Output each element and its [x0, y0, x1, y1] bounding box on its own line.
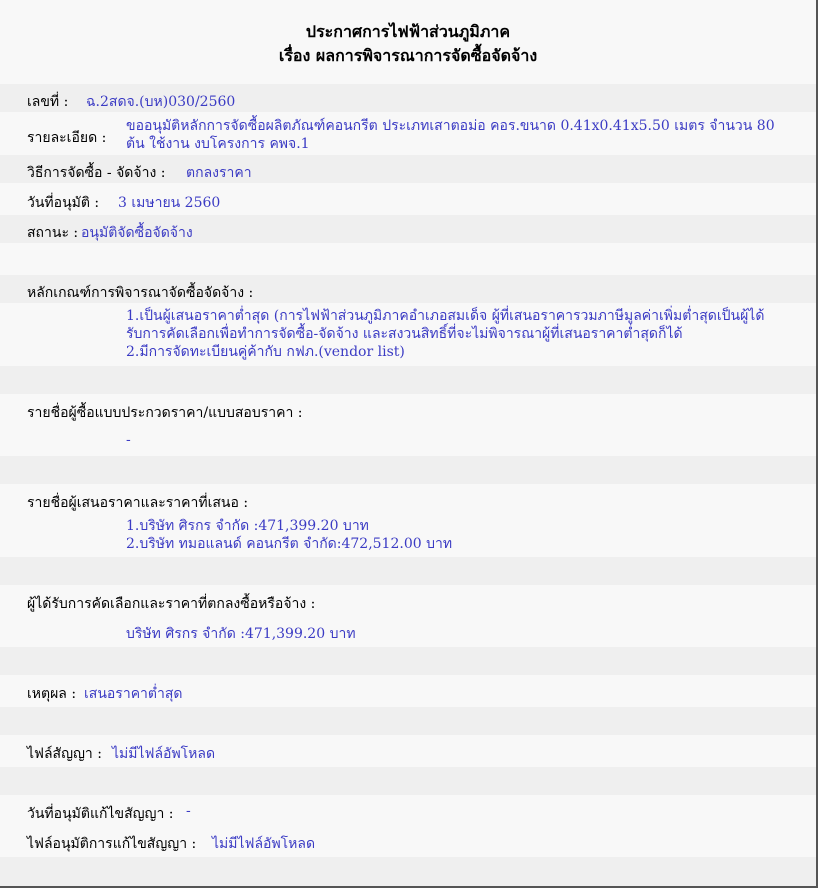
- row-band: [0, 857, 816, 886]
- contract-file-label: ไฟล์สัญญา :: [27, 746, 102, 762]
- bidder-item: 1.บริษัท ศิรกร จำกัด :471,399.20 บาท: [126, 518, 369, 534]
- procurement-method-value: ตกลงราคา: [186, 165, 252, 181]
- approve-date-value: 3 เมษายน 2560: [118, 195, 221, 211]
- status-label: สถานะ :: [27, 225, 79, 241]
- contract-file-value: ไม่มีไฟล์อัพโหลด: [112, 746, 216, 762]
- invited-bidders-value: -: [126, 432, 131, 448]
- amend-date-value: -: [186, 803, 191, 819]
- approve-date-label: วันที่อนุมัติ :: [27, 195, 100, 211]
- row-band: [0, 707, 816, 735]
- amend-date-label: วันที่อนุมัติแก้ไขสัญญา :: [27, 806, 174, 822]
- criteria-item: 2.มีการจัดทะเบียนคู่ค้ากับ กฟภ.(vendor list): [126, 344, 405, 360]
- row-band: [0, 647, 816, 675]
- reason-label: เหตุผล :: [27, 686, 77, 702]
- invited-bidders-label: รายชื่อผู้ซื้อแบบประกวดราคา/แบบสอบราคา :: [27, 405, 303, 421]
- document-number-label: เลขที่ :: [27, 94, 69, 110]
- bidder-item: 2.บริษัท ทมอแลนด์ คอนกรีต จำกัด:472,512.00 บาท: [126, 536, 453, 552]
- winner-value: บริษัท ศิรกร จำกัด :471,399.20 บาท: [126, 626, 356, 642]
- row-band: [0, 456, 816, 484]
- amend-file-label: ไฟล์อนุมัติการแก้ไขสัญญา :: [27, 836, 197, 852]
- bidders-label: รายชื่อผู้เสนอราคาและราคาที่เสนอ :: [27, 495, 249, 511]
- procurement-method-label: วิธีการจัดซื้อ - จัดจ้าง :: [27, 165, 166, 181]
- detail-label: รายละเอียด :: [27, 130, 107, 146]
- winner-label: ผู้ได้รับการคัดเลือกและราคาที่ตกลงซื้อหรือจ้าง :: [27, 596, 316, 612]
- bidders-list: [126, 517, 806, 553]
- detail-line: ต้น ใช้งาน งบโครงการ คพจ.1: [126, 136, 310, 152]
- announcement-subject: เรื่อง ผลการพิจารณาการจัดซื้อจัดจ้าง: [278, 46, 538, 65]
- amend-file-value: ไม่มีไฟล์อัพโหลด: [212, 836, 316, 852]
- detail-value: [126, 117, 806, 153]
- reason-value: เสนอราคาต่ำสุด: [84, 686, 183, 702]
- detail-line: ขออนุมัติหลักการจัดซื้อผลิตภัณฑ์คอนกรีต ประเภทเสาตอม่อ คอร.ขนาด 0.41x0.41x5.50 เมตร จำนวน 80: [126, 118, 775, 134]
- row-band: [0, 557, 816, 585]
- criteria-list: [126, 307, 814, 361]
- row-band: [0, 767, 816, 795]
- status-value: อนุมัติจัดซื้อจัดจ้าง: [81, 225, 193, 241]
- document-number-value: ฉ.2สดจ.(บห)030/2560: [86, 94, 236, 110]
- criteria-item: รับการคัดเลือกเพื่อทำการจัดซื้อ-จัดจ้าง และสงวนสิทธิ์ที่จะไม่พิจารณาผู้ที่เสนอราคาต่ำสุดก็ได้: [126, 326, 683, 342]
- announcement-title: ประกาศการไฟฟ้าส่วนภูมิภาค: [305, 22, 511, 41]
- criteria-item: 1.เป็นผู้เสนอราคาต่ำสุด (การไฟฟ้าส่วนภูมิภาคอำเภอสมเด็จ ผู้ที่เสนอราคารวมภาษีมูลค่าเพิ่มต่ำสุดเป็นผู้ได้: [126, 308, 765, 324]
- criteria-label: หลักเกณฑ์การพิจารณาจัดซื้อจัดจ้าง :: [27, 285, 254, 301]
- row-band: [0, 366, 816, 394]
